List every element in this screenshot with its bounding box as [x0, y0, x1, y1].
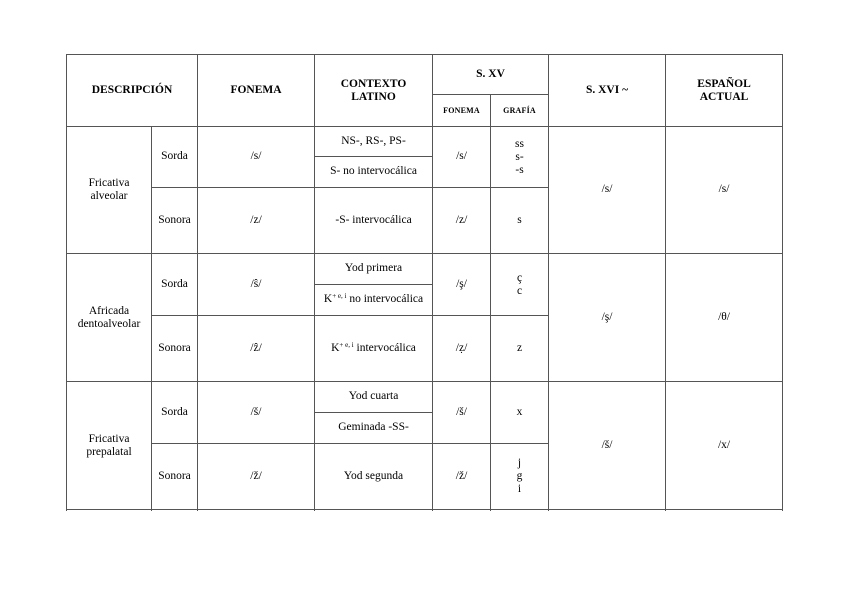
header-s-xv: S. XV [433, 55, 549, 95]
header-descripcion: DESCRIPCIÓN [67, 55, 198, 127]
grafia-item: s [517, 214, 522, 226]
header-s-xv-fonema: FONEMA [433, 95, 491, 127]
tipo-cell: Sonora [152, 188, 198, 254]
contexto-superscript: + e, i [332, 292, 347, 301]
group-label-line2: prepalatal [86, 445, 132, 458]
fonema-cell: /ẑ/ [198, 316, 315, 382]
group-label-line2: dentoalveolar [77, 317, 141, 330]
fonema-cell: /s/ [198, 127, 315, 188]
grafia-item: g [516, 470, 523, 482]
group-label [67, 254, 152, 382]
s-xvi-cell: /s/ [549, 127, 666, 254]
grafia-cell [491, 188, 549, 254]
grafia-item: ss [515, 137, 524, 150]
contexto-cell: Yod cuarta [315, 382, 433, 413]
s-xvi-cell: /š/ [549, 382, 666, 510]
contexto-text: intervocálica [353, 341, 416, 354]
grafia-cell [491, 444, 549, 510]
espanol-actual-cell: /θ/ [666, 254, 783, 382]
group-label-line1: Fricativa [88, 432, 130, 445]
grafia-cell [491, 316, 549, 382]
contexto-prefix: K [323, 293, 333, 306]
grafia-item: j [517, 457, 522, 469]
contexto-prefix: K [331, 341, 340, 354]
contexto-superscript: + e, i [339, 340, 354, 349]
fonema-cell: /š/ [198, 382, 315, 444]
header-fonema: FONEMA [198, 55, 315, 127]
header-contexto-latino [315, 55, 433, 127]
grafia-item: ç [516, 271, 523, 284]
grafia-cell [491, 382, 549, 444]
tipo-cell: Sonora [152, 316, 198, 382]
grafia-cell [491, 127, 549, 188]
table-row [67, 254, 783, 285]
grafia-item: x [516, 406, 523, 418]
group-label-line1: Fricativa [88, 177, 130, 189]
contexto-cell: NS-, RS-, PS- [315, 127, 433, 157]
tipo-cell: Sorda [152, 254, 198, 316]
header-contexto-line1: CONTEXTO [340, 77, 407, 90]
table-row [67, 127, 783, 157]
contexto-cell: Yod primera [315, 254, 433, 285]
grafia-item: c [516, 284, 523, 297]
contexto-cell: S- no intervocálica [315, 157, 433, 188]
tipo-cell: Sorda [152, 127, 198, 188]
xv-fonema-cell: /s/ [433, 127, 491, 188]
grafia-item: s- [515, 150, 524, 163]
xv-fonema-cell: /ž/ [433, 444, 491, 510]
header-s-xvi: S. XVI ~ [549, 55, 666, 127]
espanol-actual-cell: /s/ [666, 127, 783, 254]
fonema-cell: /z/ [198, 188, 315, 254]
grafia-item: z [516, 342, 523, 354]
group-label [67, 127, 152, 254]
xv-fonema-cell: /z/ [433, 188, 491, 254]
header-contexto-line2: LATINO [351, 90, 396, 103]
espanol-actual-cell: /x/ [666, 382, 783, 510]
grafia-item: i [517, 483, 522, 495]
header-row-top [67, 55, 783, 95]
contexto-text: no intervocálica [346, 293, 424, 306]
xv-fonema-cell: /ş/ [433, 254, 491, 316]
xv-fonema-cell: /ẓ/ [433, 316, 491, 382]
xv-fonema-cell: /š/ [433, 382, 491, 444]
header-espanol-actual [666, 55, 783, 127]
contexto-cell [315, 285, 433, 316]
group-label [67, 382, 152, 510]
grafia-item: -s [515, 163, 524, 176]
contexto-cell: Yod segunda [315, 444, 433, 510]
group-label-line1: Africada [88, 304, 130, 317]
phoneme-evolution-table [66, 54, 783, 510]
tipo-cell: Sorda [152, 382, 198, 444]
contexto-cell [315, 316, 433, 382]
grafia-cell [491, 254, 549, 316]
table-row [67, 382, 783, 413]
header-espanol-line1: ESPAÑOL [697, 77, 751, 90]
contexto-cell: Geminada -SS- [315, 413, 433, 444]
fonema-cell: /ž/ [198, 444, 315, 510]
fonema-cell: /ŝ/ [198, 254, 315, 316]
header-s-xv-grafia: GRAFÍA [491, 95, 549, 127]
header-espanol-line2: ACTUAL [699, 90, 749, 103]
contexto-cell: -S- intervocálica [315, 188, 433, 254]
s-xvi-cell: /ş/ [549, 254, 666, 382]
group-label-line2: alveolar [90, 190, 128, 202]
tipo-cell: Sonora [152, 444, 198, 510]
